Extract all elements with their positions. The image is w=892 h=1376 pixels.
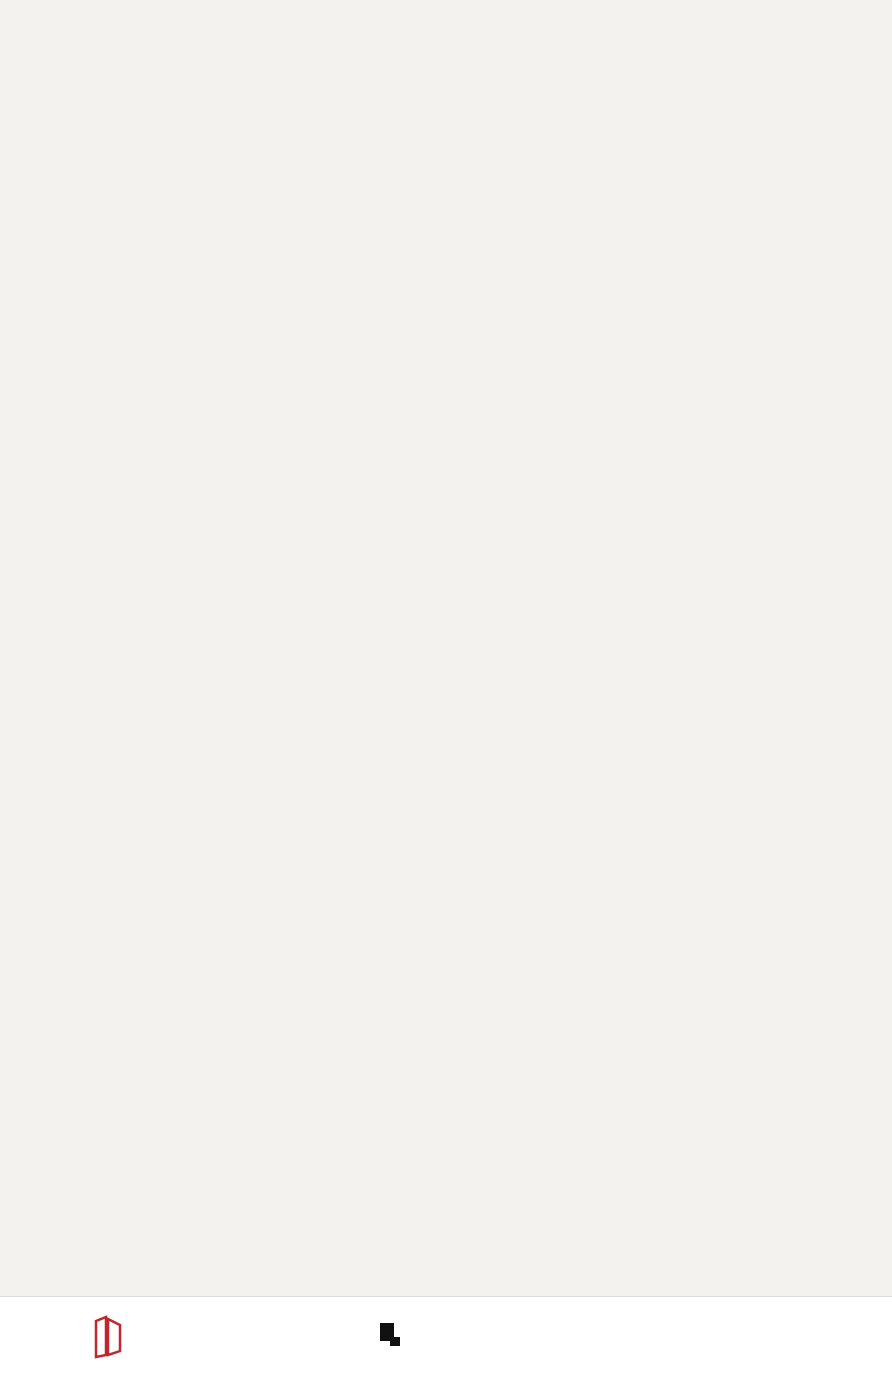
kunstbibliothek-mark-icon [380, 1323, 402, 1347]
library-emblem-icon [90, 1315, 124, 1359]
footer-bar [0, 1296, 892, 1376]
kunstbibliothek-logo[interactable] [380, 1317, 520, 1357]
page-header [0, 66, 892, 90]
